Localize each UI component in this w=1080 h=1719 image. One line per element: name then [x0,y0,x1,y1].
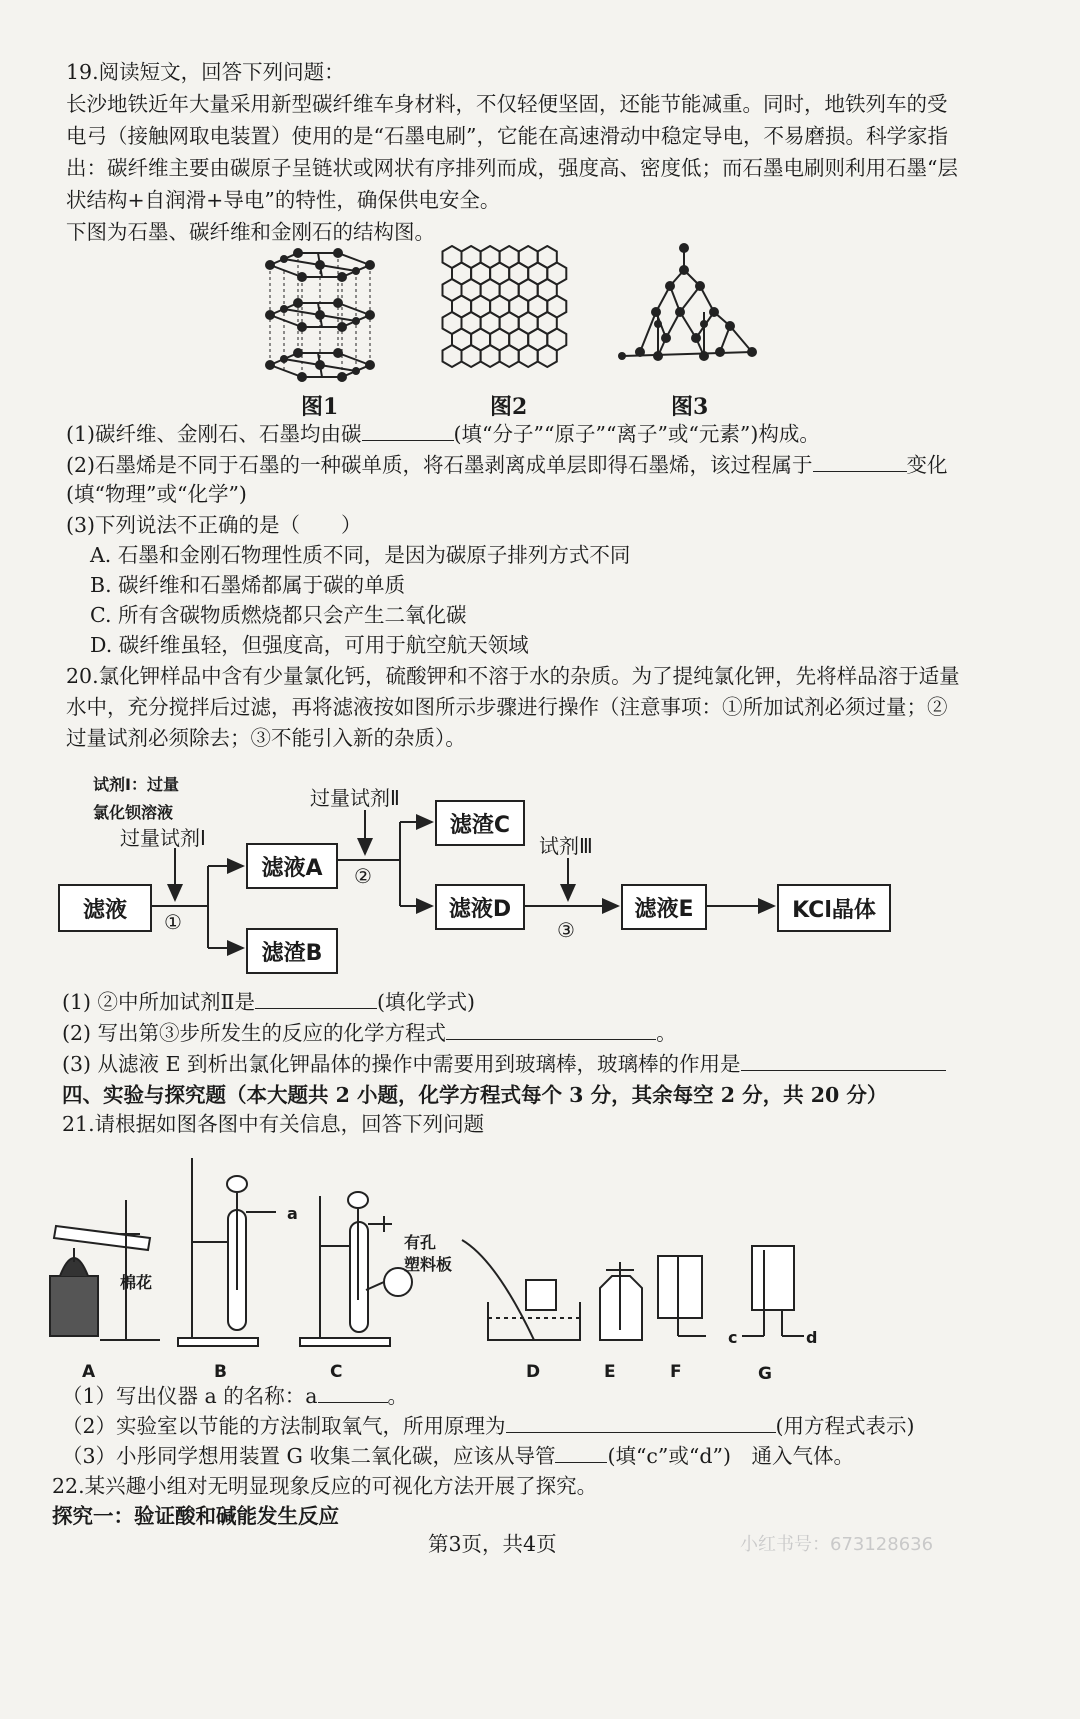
reagent-2-label: 过量试剂Ⅱ [310,786,400,810]
instrument-a-mark: a [287,1204,298,1223]
q19-sub2-hint: (填“物理”或“化学”) [66,482,247,506]
q19-title: 19.阅读短文，回答下列问题： [66,60,345,84]
figure-1-label: 图1 [301,394,339,420]
answer-blank[interactable] [506,1412,776,1433]
apparatus-a-label: A [82,1362,96,1382]
tube-c-mark: c [728,1328,738,1347]
q20-stem: 水中，充分搅拌后过滤，再将滤液按如图所示步骤进行操作（注意事项：①所加试剂必须过量；② [66,695,948,719]
apparatus-g-label: G [758,1364,772,1384]
q19-para: 出：碳纤维主要由碳原子呈链状或网状有序排列而成，强度高、密度低；而石墨电刷则利用石墨“层 [66,156,958,180]
q20-stem: 过量试剂必须除去；③不能引入新的杂质）。 [66,726,466,750]
box-residue-c: 滤渣C [435,800,525,846]
step-1-marker: ① [164,910,182,934]
box-filtrate-a: 滤液A [246,843,338,889]
step-3-marker: ③ [557,918,575,942]
cotton-label: 棉花 [120,1273,153,1292]
q19-para: 状结构+自润滑+导电”的特性，确保供电安全。 [66,188,501,212]
apparatus-f-label: F [670,1362,682,1382]
perforated-plate-label: 塑料板 [404,1255,453,1274]
option-a: A. 石墨和金刚石物理性质不同，是因为碳原子排列方式不同 [90,543,631,567]
figure-2-label: 图2 [490,394,528,420]
section-4-heading: 四、实验与探究题（本大题共 2 小题，化学方程式每个 3 分，其余每空 2 分，共 20 分） [62,1083,888,1107]
q21-sub1: （1）写出仪器 a 的名称：a 。 [62,1384,409,1408]
reagent-note: 试剂Ⅰ：过量 [93,775,179,794]
q22-sub-heading: 探究一：验证酸和碱能发生反应 [52,1504,339,1528]
watermark: 小红书号：673128636 [740,1534,934,1555]
q22-title: 22.某兴趣小组对无明显现象反应的可视化方法开展了探究。 [52,1474,598,1498]
q19-sub2: (2)石墨烯是不同于石墨的一种碳单质，将石墨剥离成单层即得石墨烯，该过程属于 变化 [66,453,948,477]
box-filtrate-d: 滤液D [435,884,525,930]
q19-sub1: (1)碳纤维、金刚石、石墨均由碳 (填“分子”“原子”“离子”或“元素”)构成。 [66,422,820,446]
q19-para: 长沙地铁近年大量采用新型碳纤维车身材料，不仅轻便坚固，还能节能减重。同时，地铁列车的受 [66,92,948,116]
box-residue-b: 滤渣B [246,928,338,974]
page-footer: 第3页，共4页 [428,1532,557,1556]
box-filtrate: 滤液 [58,884,152,932]
reagent-note: 氯化钡溶液 [93,803,174,822]
q20-sub1: (1) ②中所加试剂Ⅱ是 (填化学式) [62,990,475,1014]
q20-sub3: (3) 从滤液 E 到析出氯化钾晶体的操作中需要用到玻璃棒，玻璃棒的作用是 [62,1050,946,1078]
apparatus-b-label: B [214,1362,227,1382]
reagent-1-label: 过量试剂Ⅰ [120,826,206,850]
answer-blank[interactable] [555,1442,607,1463]
q19-fig-intro: 下图为石墨、碳纤维和金刚石的结构图。 [66,220,435,244]
tube-d-mark: d [806,1328,818,1347]
apparatus-d-label: D [526,1362,541,1382]
answer-blank[interactable] [318,1382,388,1403]
q19-sub3: (3)下列说法不正确的是（ ） [66,513,362,537]
option-d: D. 碳纤维虽轻，但强度高，可用于航空航天领域 [90,633,529,657]
q19-para: 电弓（接触网取电装置）使用的是“石墨电刷”，它能在高速滑动中稳定导电，不易磨损。科学家指 [66,124,948,148]
reagent-3-label: 试剂Ⅲ [539,834,593,858]
apparatus-e-label: E [604,1362,616,1382]
q21-sub2: （2）实验室以节能的方法制取氧气，所用原理为 (用方程式表示) [62,1414,915,1438]
option-b: B. 碳纤维和石墨烯都属于碳的单质 [90,573,406,597]
perforated-plate-label: 有孔 [404,1233,437,1252]
figure-3-label: 图3 [671,394,709,420]
q21-sub3: （3）小彤同学想用装置 G 收集二氧化碳，应该从导管 (填“c”或“d”) 通入气体。 [62,1444,854,1468]
box-kcl-crystal: KCl晶体 [777,884,891,932]
box-filtrate-e: 滤液E [621,884,707,930]
q20-sub2: (2) 写出第③步所发生的反应的化学方程式 。 [62,1021,677,1045]
q21-title: 21.请根据如图各图中有关信息，回答下列问题 [62,1112,485,1136]
option-c: C. 所有含碳物质燃烧都只会产生二氧化碳 [90,603,467,627]
apparatus-c-label: C [330,1362,343,1382]
step-2-marker: ② [354,864,372,888]
q20-stem: 20.氯化钾样品中含有少量氯化钙，硫酸钾和不溶于水的杂质。为了提纯氯化钾，先将样品溶于适量 [66,664,960,688]
